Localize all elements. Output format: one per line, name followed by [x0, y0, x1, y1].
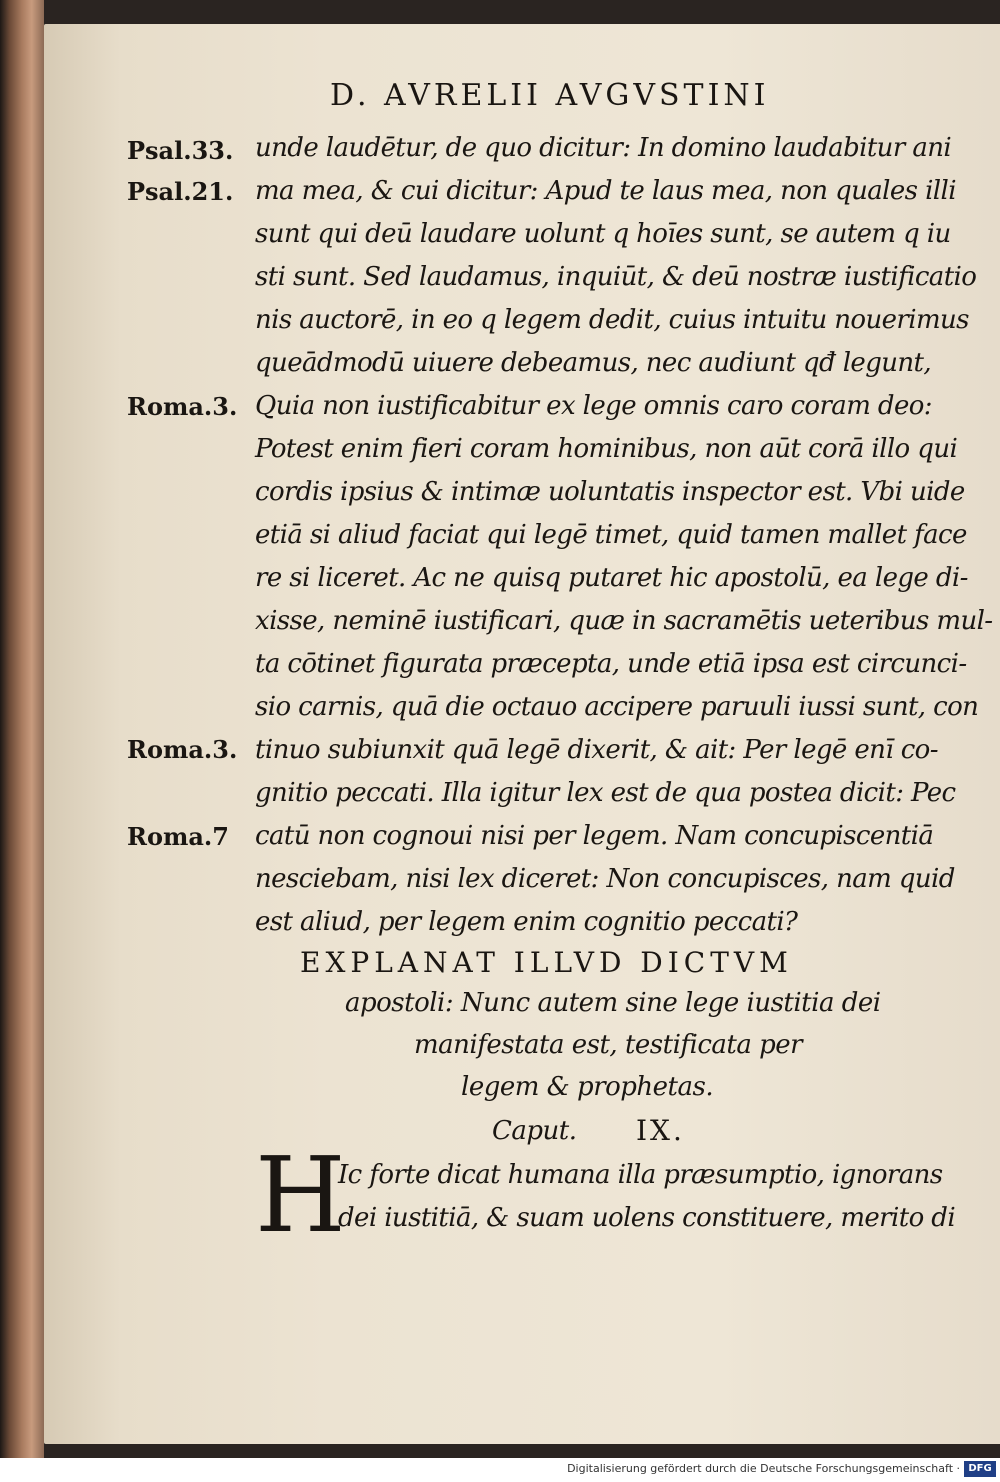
marginal-note: Roma.7: [127, 822, 229, 851]
running-head: D. AVRELII AVGVSTINI: [330, 78, 770, 113]
text-line: Quia non iustificabitur ex lege omnis caro coram deo:: [255, 391, 932, 421]
text-line: cordis ipsius & intimæ uoluntatis inspector est. Vbi uide: [255, 477, 965, 507]
dfg-logo-icon: DFG: [964, 1461, 996, 1477]
text-line: Potest enim fieri coram hominibus, non aūt corā illo qui: [255, 434, 958, 464]
text-line: dei iustitiā, & suam uolens constituere, merito di: [338, 1203, 956, 1233]
text-line: ma mea, & cui dicitur: Apud te laus mea, non quales illi: [255, 176, 956, 206]
caput-label: Caput.: [492, 1116, 577, 1146]
text-line: sunt qui deū laudare uolunt q hoīes sunt, se autem q iu: [255, 219, 951, 249]
text-line: catū non cognoui nisi per legem. Nam concupiscentiā: [255, 821, 934, 851]
text-line: gnitio peccati. Illa igitur lex est de qua postea dicit: Pec: [255, 778, 956, 808]
chapter-heading-line: manifestata est, testificata per: [414, 1030, 803, 1060]
text-line: etiā si aliud faciat qui legē timet, quid tamen mallet face: [255, 520, 967, 550]
drop-cap: H: [255, 1134, 346, 1256]
text-line: sti sunt. Sed laudamus, inquiūt, & deū nostræ iustificatio: [255, 262, 977, 292]
chapter-heading-line: apostoli: Nunc autem sine lege iustitia dei: [345, 988, 881, 1018]
text-line: sio carnis, quā die octauo accipere paruuli iussi sunt, con: [255, 692, 979, 722]
text-line: ta cōtinet figurata præcepta, unde etiā ipsa est circunci-: [255, 649, 967, 679]
text-line: queādmodū uiuere debeamus, nec audiunt qđ legunt,: [255, 348, 932, 378]
text-line: tinuo subiunxit quā legē dixerit, & ait: Per legē enī co-: [255, 735, 938, 765]
text-line: Ic forte dicat humana illa præsumptio, ignorans: [338, 1160, 943, 1190]
text-line: nis auctorē, in eo q legem dedit, cuius intuitu nouerimus: [255, 305, 969, 335]
marginal-note: Roma.3.: [127, 735, 238, 764]
text-line: nesciebam, nisi lex diceret: Non concupisces, nam quid: [255, 864, 955, 894]
book-spine-edge: [0, 0, 44, 1458]
marginal-note: Psal.33.: [127, 136, 234, 165]
text-line: unde laudētur, de quo dicitur: In domino laudabitur ani: [255, 133, 952, 163]
text-line: xisse, neminē iustificari, quæ in sacramētis ueteribus mul-: [255, 606, 993, 636]
footer-bar: [0, 1458, 1000, 1482]
text-line: est aliud, per legem enim cognitio peccati?: [255, 907, 798, 937]
chapter-heading-line: legem & prophetas.: [461, 1072, 714, 1102]
marginal-note: Psal.21.: [127, 177, 234, 206]
text-line: re si liceret. Ac ne quisq putaret hic apostolū, ea lege di-: [255, 563, 968, 593]
chapter-heading-caps: EXPLANAT ILLVD DICTVM: [300, 946, 793, 979]
marginal-note: Roma.3.: [127, 392, 238, 421]
footer-credit: Digitalisierung gefördert durch die Deutsche Forschungsgemeinschaft ·: [567, 1462, 960, 1475]
caput-number: IX.: [636, 1114, 685, 1147]
